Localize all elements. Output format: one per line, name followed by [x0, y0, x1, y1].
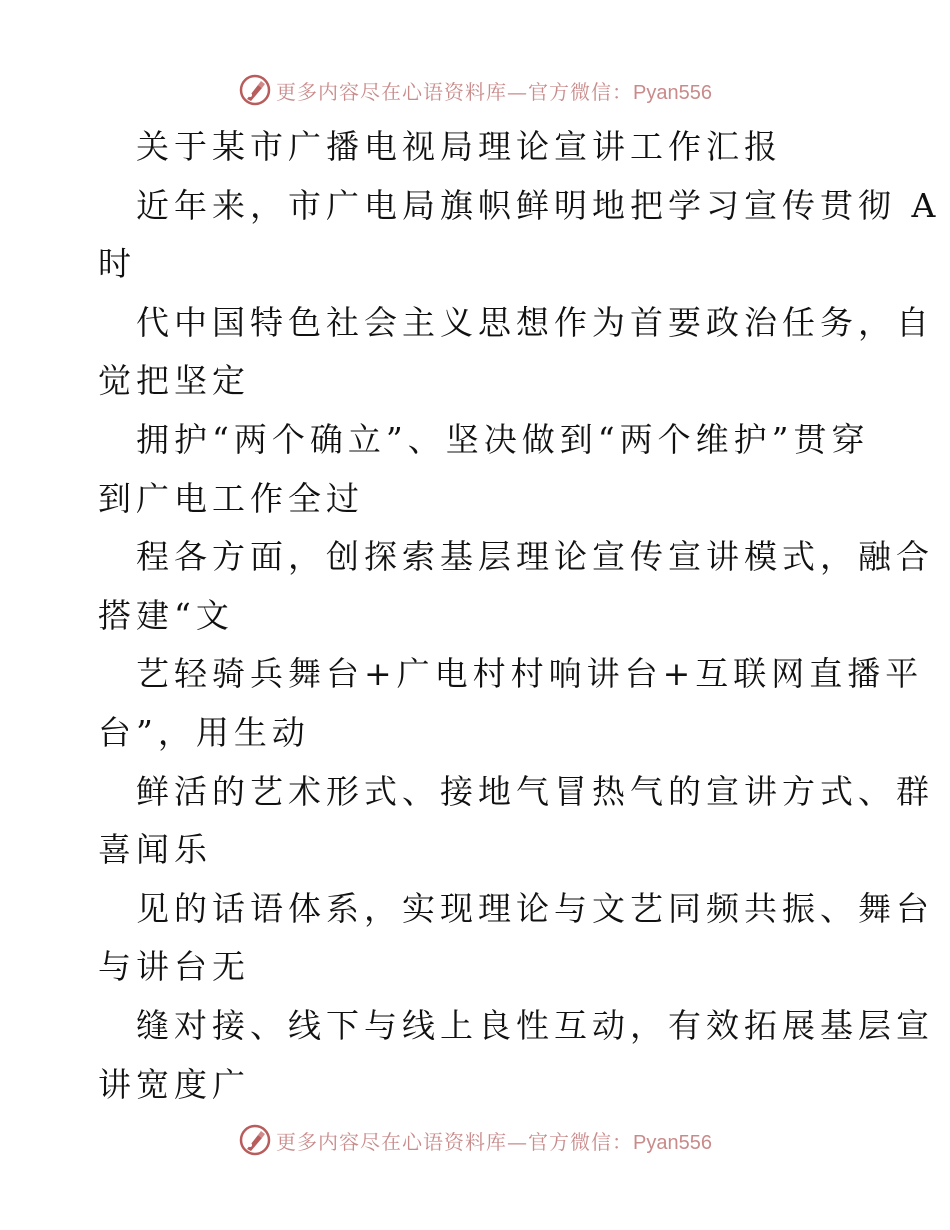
header-watermark: [0, 72, 950, 108]
text-line: 觉把坚定: [98, 361, 250, 401]
text-line: 关于某市广播电视局理论宣讲工作汇报: [136, 127, 782, 166]
text-line: 鲜活的艺术形式、接地气冒热气的宣讲方式、群: [136, 771, 934, 811]
text-line: 台”，用生动: [98, 712, 310, 752]
watermark-wechat-id: Pyan556: [633, 1131, 712, 1154]
watermark-text: 更多内容尽在心语资料库—官方微信：Pyan556: [276, 1129, 712, 1154]
text-line: 与讲台无: [98, 947, 250, 987]
text-line: 讲宽度广: [98, 1064, 250, 1104]
text-line: 艺轻骑兵舞台+广电村村响讲台+互联网直播平: [136, 654, 924, 694]
text-line: 程各方面，创探索基层理论宣传宣讲模式，融合: [136, 537, 934, 577]
document-body: [98, 118, 941, 1114]
text-line: 缝对接、线下与线上良性互动，有效拓展基层宣: [136, 1005, 934, 1045]
text-line: 时: [98, 244, 136, 284]
watermark-text: 更多内容尽在心语资料库—官方微信：Pyan556: [276, 79, 712, 104]
text-line: 到广电工作全过: [98, 478, 364, 518]
text-line: 拥护“两个确立”、坚决做到“两个维护”贯穿: [136, 419, 870, 459]
text-line: 搭建“文: [98, 595, 234, 635]
text-line: 近年来，市广电局旗帜鲜明地把学习宣传贯彻 A: [136, 185, 941, 225]
text-line: 见的话语体系，实现理论与文艺同频共振、舞台: [136, 888, 934, 928]
watermark-wechat-id: Pyan556: [633, 81, 712, 104]
pen-logo-icon: [238, 1123, 272, 1157]
text-line: 喜闻乐: [98, 830, 212, 870]
text-line: 代中国特色社会主义思想作为首要政治任务，自: [136, 302, 934, 342]
footer-watermark: [0, 1122, 950, 1158]
pen-logo-icon: [238, 73, 272, 107]
